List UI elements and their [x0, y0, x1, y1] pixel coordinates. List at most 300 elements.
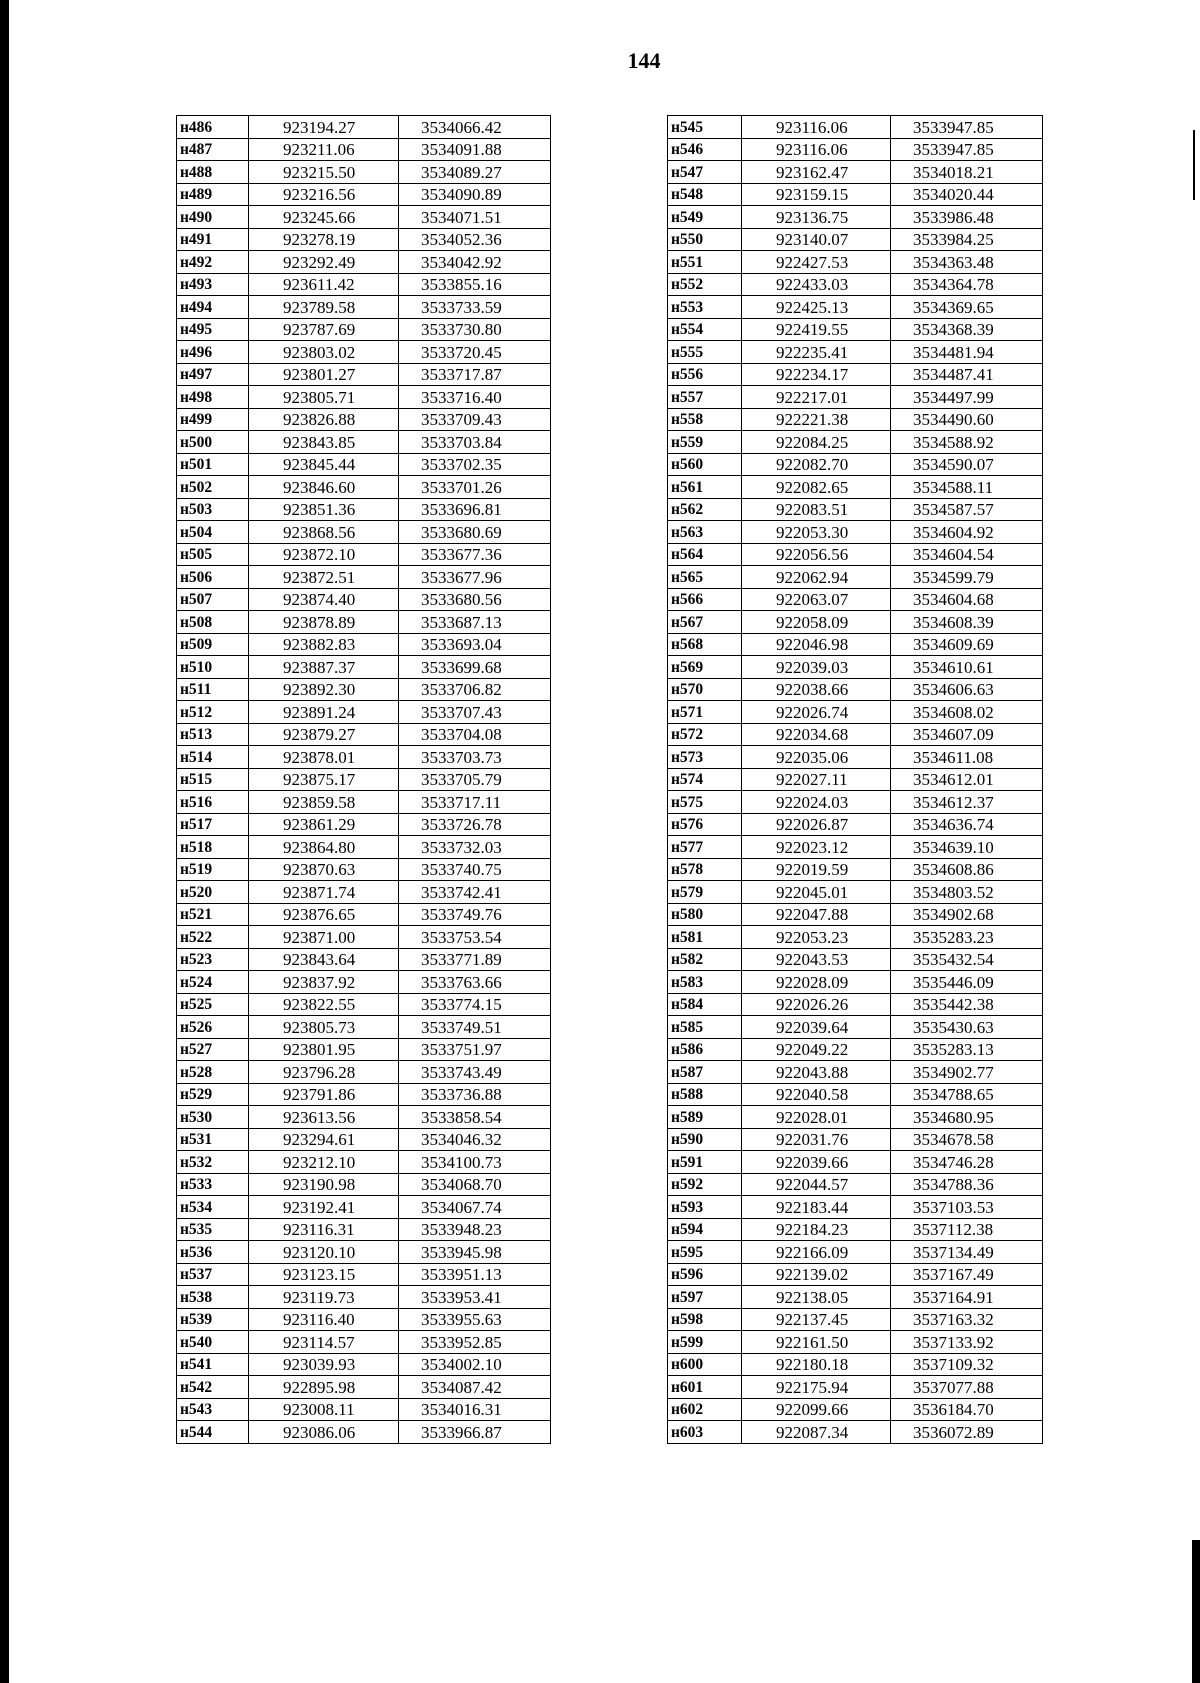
table-row	[177, 791, 551, 814]
point-id-cell: н565	[668, 566, 742, 589]
point-id-cell: н564	[668, 543, 742, 566]
point-id-cell: н576	[668, 813, 742, 836]
point-id-cell: н504	[177, 521, 249, 544]
x-coordinate-cell: 923162.47	[742, 161, 891, 184]
x-coordinate-cell: 923039.93	[249, 1353, 399, 1376]
coordinates-table-left	[176, 115, 551, 1444]
table-row	[668, 1308, 1043, 1331]
y-coordinate-cell: 3533952.85	[399, 1331, 551, 1354]
y-coordinate-cell: 3533733.59	[399, 296, 551, 319]
y-coordinate-cell: 3534607.09	[891, 723, 1043, 746]
x-coordinate-cell: 923803.02	[249, 341, 399, 364]
y-coordinate-cell: 3533702.35	[399, 453, 551, 476]
point-id-cell: н554	[668, 318, 742, 341]
x-coordinate-cell: 923796.28	[249, 1061, 399, 1084]
table-row	[177, 566, 551, 589]
table-row	[177, 1376, 551, 1399]
point-id-cell: н586	[668, 1038, 742, 1061]
table-row	[177, 386, 551, 409]
x-coordinate-cell: 923861.29	[249, 813, 399, 836]
point-id-cell: н519	[177, 858, 249, 881]
table-row	[668, 453, 1043, 476]
y-coordinate-cell: 3533706.82	[399, 678, 551, 701]
point-id-cell: н580	[668, 903, 742, 926]
y-coordinate-cell: 3534608.39	[891, 611, 1043, 634]
x-coordinate-cell: 922043.88	[742, 1061, 891, 1084]
table-row	[668, 723, 1043, 746]
x-coordinate-cell: 923878.01	[249, 746, 399, 769]
x-coordinate-cell: 922019.59	[742, 858, 891, 881]
y-coordinate-cell: 3534608.02	[891, 701, 1043, 724]
y-coordinate-cell: 3534612.01	[891, 768, 1043, 791]
point-id-cell: н571	[668, 701, 742, 724]
x-coordinate-cell: 922433.03	[742, 273, 891, 296]
point-id-cell: н514	[177, 746, 249, 769]
point-id-cell: н496	[177, 341, 249, 364]
y-coordinate-cell: 3534608.86	[891, 858, 1043, 881]
point-id-cell: н508	[177, 611, 249, 634]
point-id-cell: н530	[177, 1106, 249, 1129]
table-row	[668, 1398, 1043, 1421]
point-id-cell: н558	[668, 408, 742, 431]
point-id-cell: н553	[668, 296, 742, 319]
table-row	[668, 1016, 1043, 1039]
x-coordinate-cell: 922082.65	[742, 476, 891, 499]
point-id-cell: н563	[668, 521, 742, 544]
table-row	[177, 993, 551, 1016]
point-id-cell: н560	[668, 453, 742, 476]
y-coordinate-cell: 3533740.75	[399, 858, 551, 881]
y-coordinate-cell: 3533693.04	[399, 633, 551, 656]
table-row	[177, 206, 551, 229]
point-id-cell: н559	[668, 431, 742, 454]
x-coordinate-cell: 922083.51	[742, 498, 891, 521]
x-coordinate-cell: 922221.38	[742, 408, 891, 431]
x-coordinate-cell: 922024.03	[742, 791, 891, 814]
y-coordinate-cell: 3535446.09	[891, 971, 1043, 994]
point-id-cell: н584	[668, 993, 742, 1016]
table-row	[668, 611, 1043, 634]
x-coordinate-cell: 923801.95	[249, 1038, 399, 1061]
table-row	[668, 1421, 1043, 1444]
point-id-cell: н529	[177, 1083, 249, 1106]
table-row	[668, 656, 1043, 679]
table-row	[177, 1038, 551, 1061]
x-coordinate-cell: 923876.65	[249, 903, 399, 926]
y-coordinate-cell: 3533677.36	[399, 543, 551, 566]
y-coordinate-cell: 3534089.27	[399, 161, 551, 184]
point-id-cell: н531	[177, 1128, 249, 1151]
table-row	[668, 1038, 1043, 1061]
y-coordinate-cell: 3534066.42	[399, 116, 551, 139]
table-row	[668, 678, 1043, 701]
table-row	[668, 746, 1043, 769]
table-row	[668, 881, 1043, 904]
x-coordinate-cell: 923278.19	[249, 228, 399, 251]
table-row	[177, 273, 551, 296]
x-coordinate-cell: 922137.45	[742, 1308, 891, 1331]
table-row	[177, 1353, 551, 1376]
point-id-cell: н511	[177, 678, 249, 701]
table-row	[668, 948, 1043, 971]
y-coordinate-cell: 3534067.74	[399, 1196, 551, 1219]
x-coordinate-cell: 923791.86	[249, 1083, 399, 1106]
point-id-cell: н548	[668, 183, 742, 206]
table-row	[177, 813, 551, 836]
x-coordinate-cell: 923851.36	[249, 498, 399, 521]
table-row	[668, 971, 1043, 994]
y-coordinate-cell: 3534680.95	[891, 1106, 1043, 1129]
x-coordinate-cell: 922026.74	[742, 701, 891, 724]
y-coordinate-cell: 3533705.79	[399, 768, 551, 791]
x-coordinate-cell: 923116.31	[249, 1218, 399, 1241]
y-coordinate-cell: 3534091.88	[399, 138, 551, 161]
point-id-cell: н544	[177, 1421, 249, 1444]
table-row	[177, 1421, 551, 1444]
y-coordinate-cell: 3533955.63	[399, 1308, 551, 1331]
table-row	[668, 791, 1043, 814]
table-row	[668, 341, 1043, 364]
y-coordinate-cell: 3537109.32	[891, 1353, 1043, 1376]
table-row	[177, 116, 551, 139]
y-coordinate-cell: 3533749.76	[399, 903, 551, 926]
point-id-cell: н570	[668, 678, 742, 701]
table-row	[177, 1128, 551, 1151]
table-row	[177, 1083, 551, 1106]
point-id-cell: н521	[177, 903, 249, 926]
x-coordinate-cell: 922028.01	[742, 1106, 891, 1129]
y-coordinate-cell: 3534068.70	[399, 1173, 551, 1196]
x-coordinate-cell: 922184.23	[742, 1218, 891, 1241]
x-coordinate-cell: 922035.06	[742, 746, 891, 769]
x-coordinate-cell: 923294.61	[249, 1128, 399, 1151]
table-row	[668, 408, 1043, 431]
point-id-cell: н595	[668, 1241, 742, 1264]
point-id-cell: н566	[668, 588, 742, 611]
y-coordinate-cell: 3533743.49	[399, 1061, 551, 1084]
table-row	[177, 408, 551, 431]
x-coordinate-cell: 922063.07	[742, 588, 891, 611]
y-coordinate-cell: 3534071.51	[399, 206, 551, 229]
point-id-cell: н522	[177, 926, 249, 949]
point-id-cell: н540	[177, 1331, 249, 1354]
point-id-cell: н542	[177, 1376, 249, 1399]
y-coordinate-cell: 3533680.69	[399, 521, 551, 544]
point-id-cell: н561	[668, 476, 742, 499]
y-coordinate-cell: 3533947.85	[891, 138, 1043, 161]
point-id-cell: н515	[177, 768, 249, 791]
y-coordinate-cell: 3533966.87	[399, 1421, 551, 1444]
point-id-cell: н527	[177, 1038, 249, 1061]
point-id-cell: н502	[177, 476, 249, 499]
table-row	[177, 1173, 551, 1196]
table-row	[177, 521, 551, 544]
point-id-cell: н503	[177, 498, 249, 521]
table-row	[668, 993, 1043, 1016]
y-coordinate-cell: 3533984.25	[891, 228, 1043, 251]
point-id-cell: н582	[668, 948, 742, 971]
x-coordinate-cell: 923114.57	[249, 1331, 399, 1354]
table-row	[177, 161, 551, 184]
point-id-cell: н550	[668, 228, 742, 251]
point-id-cell: н547	[668, 161, 742, 184]
x-coordinate-cell: 923875.17	[249, 768, 399, 791]
x-coordinate-cell: 923878.89	[249, 611, 399, 634]
y-coordinate-cell: 3533709.43	[399, 408, 551, 431]
table-row	[668, 926, 1043, 949]
x-coordinate-cell: 923822.55	[249, 993, 399, 1016]
table-row	[668, 1263, 1043, 1286]
x-coordinate-cell: 923882.83	[249, 633, 399, 656]
table-row	[668, 768, 1043, 791]
x-coordinate-cell: 923872.10	[249, 543, 399, 566]
table-row	[668, 521, 1043, 544]
table-row	[668, 1128, 1043, 1151]
table-row	[177, 588, 551, 611]
table-row	[177, 453, 551, 476]
x-coordinate-cell: 922175.94	[742, 1376, 891, 1399]
point-id-cell: н507	[177, 588, 249, 611]
y-coordinate-cell: 3533948.23	[399, 1218, 551, 1241]
x-coordinate-cell: 923846.60	[249, 476, 399, 499]
table-row	[177, 228, 551, 251]
y-coordinate-cell: 3533707.43	[399, 701, 551, 724]
table-row	[668, 1196, 1043, 1219]
y-coordinate-cell: 3533703.84	[399, 431, 551, 454]
x-coordinate-cell: 923789.58	[249, 296, 399, 319]
table-row	[177, 138, 551, 161]
point-id-cell: н597	[668, 1286, 742, 1309]
point-id-cell: н501	[177, 453, 249, 476]
y-coordinate-cell: 3534902.68	[891, 903, 1043, 926]
table-row	[668, 498, 1043, 521]
x-coordinate-cell: 923874.40	[249, 588, 399, 611]
y-coordinate-cell: 3534042.92	[399, 251, 551, 274]
x-coordinate-cell: 923215.50	[249, 161, 399, 184]
y-coordinate-cell: 3534090.89	[399, 183, 551, 206]
x-coordinate-cell: 922031.76	[742, 1128, 891, 1151]
table-row	[177, 858, 551, 881]
point-id-cell: н581	[668, 926, 742, 949]
y-coordinate-cell: 3534610.61	[891, 656, 1043, 679]
point-id-cell: н516	[177, 791, 249, 814]
x-coordinate-cell: 923211.06	[249, 138, 399, 161]
y-coordinate-cell: 3534606.63	[891, 678, 1043, 701]
y-coordinate-cell: 3533703.73	[399, 746, 551, 769]
y-coordinate-cell: 3534481.94	[891, 341, 1043, 364]
x-coordinate-cell: 923871.00	[249, 926, 399, 949]
point-id-cell: н488	[177, 161, 249, 184]
y-coordinate-cell: 3535432.54	[891, 948, 1043, 971]
x-coordinate-cell: 923891.24	[249, 701, 399, 724]
y-coordinate-cell: 3533726.78	[399, 813, 551, 836]
point-id-cell: н534	[177, 1196, 249, 1219]
x-coordinate-cell: 923611.42	[249, 273, 399, 296]
x-coordinate-cell: 922044.57	[742, 1173, 891, 1196]
y-coordinate-cell: 3534497.99	[891, 386, 1043, 409]
point-id-cell: н555	[668, 341, 742, 364]
point-id-cell: н593	[668, 1196, 742, 1219]
x-coordinate-cell: 923859.58	[249, 791, 399, 814]
y-coordinate-cell: 3534587.57	[891, 498, 1043, 521]
point-id-cell: н491	[177, 228, 249, 251]
point-id-cell: н562	[668, 498, 742, 521]
point-id-cell: н552	[668, 273, 742, 296]
y-coordinate-cell: 3533717.11	[399, 791, 551, 814]
y-coordinate-cell: 3533696.81	[399, 498, 551, 521]
y-coordinate-cell: 3534609.69	[891, 633, 1043, 656]
y-coordinate-cell: 3537163.32	[891, 1308, 1043, 1331]
point-id-cell: н495	[177, 318, 249, 341]
point-id-cell: н590	[668, 1128, 742, 1151]
y-coordinate-cell: 3533716.40	[399, 386, 551, 409]
x-coordinate-cell: 923843.64	[249, 948, 399, 971]
table-row	[177, 1106, 551, 1129]
table-row	[668, 1241, 1043, 1264]
x-coordinate-cell: 922139.02	[742, 1263, 891, 1286]
y-coordinate-cell: 3533736.88	[399, 1083, 551, 1106]
x-coordinate-cell: 922058.09	[742, 611, 891, 634]
x-coordinate-cell: 922053.23	[742, 926, 891, 949]
x-coordinate-cell: 922026.87	[742, 813, 891, 836]
point-id-cell: н497	[177, 363, 249, 386]
table-row	[177, 678, 551, 701]
y-coordinate-cell: 3537077.88	[891, 1376, 1043, 1399]
x-coordinate-cell: 923887.37	[249, 656, 399, 679]
table-row	[177, 1016, 551, 1039]
y-coordinate-cell: 3534639.10	[891, 836, 1043, 859]
x-coordinate-cell: 922166.09	[742, 1241, 891, 1264]
x-coordinate-cell: 923892.30	[249, 678, 399, 701]
y-coordinate-cell: 3533945.98	[399, 1241, 551, 1264]
point-id-cell: н489	[177, 183, 249, 206]
y-coordinate-cell: 3537133.92	[891, 1331, 1043, 1354]
table-row	[177, 723, 551, 746]
point-id-cell: н494	[177, 296, 249, 319]
x-coordinate-cell: 922027.11	[742, 768, 891, 791]
table-row	[177, 431, 551, 454]
x-coordinate-cell: 922084.25	[742, 431, 891, 454]
scan-edge-right	[1192, 1540, 1200, 1683]
y-coordinate-cell: 3534636.74	[891, 813, 1043, 836]
x-coordinate-cell: 923116.06	[742, 138, 891, 161]
table-row	[177, 1241, 551, 1264]
x-coordinate-cell: 923190.98	[249, 1173, 399, 1196]
x-coordinate-cell: 922039.66	[742, 1151, 891, 1174]
point-id-cell: н568	[668, 633, 742, 656]
y-coordinate-cell: 3535430.63	[891, 1016, 1043, 1039]
x-coordinate-cell: 923194.27	[249, 116, 399, 139]
y-coordinate-cell: 3533951.13	[399, 1263, 551, 1286]
point-id-cell: н583	[668, 971, 742, 994]
point-id-cell: н578	[668, 858, 742, 881]
point-id-cell: н551	[668, 251, 742, 274]
y-coordinate-cell: 3533680.56	[399, 588, 551, 611]
point-id-cell: н594	[668, 1218, 742, 1241]
point-id-cell: н532	[177, 1151, 249, 1174]
table-row	[177, 318, 551, 341]
y-coordinate-cell: 3533771.89	[399, 948, 551, 971]
table-row	[177, 1398, 551, 1421]
y-coordinate-cell: 3533986.48	[891, 206, 1043, 229]
table-row	[177, 903, 551, 926]
table-row	[668, 543, 1043, 566]
table-row	[177, 296, 551, 319]
x-coordinate-cell: 922087.34	[742, 1421, 891, 1444]
y-coordinate-cell: 3534604.54	[891, 543, 1043, 566]
point-id-cell: н518	[177, 836, 249, 859]
y-coordinate-cell: 3533855.16	[399, 273, 551, 296]
y-coordinate-cell: 3534611.08	[891, 746, 1043, 769]
x-coordinate-cell: 922419.55	[742, 318, 891, 341]
y-coordinate-cell: 3533763.66	[399, 971, 551, 994]
table-row	[668, 836, 1043, 859]
table-row	[177, 1263, 551, 1286]
point-id-cell: н490	[177, 206, 249, 229]
x-coordinate-cell: 922046.98	[742, 633, 891, 656]
table-row	[668, 1083, 1043, 1106]
x-coordinate-cell: 923086.06	[249, 1421, 399, 1444]
y-coordinate-cell: 3533774.15	[399, 993, 551, 1016]
table-row	[177, 926, 551, 949]
point-id-cell: н539	[177, 1308, 249, 1331]
x-coordinate-cell: 923116.06	[742, 116, 891, 139]
table-row	[177, 611, 551, 634]
x-coordinate-cell: 923879.27	[249, 723, 399, 746]
table-row	[668, 1331, 1043, 1354]
table-row	[668, 1061, 1043, 1084]
point-id-cell: н589	[668, 1106, 742, 1129]
y-coordinate-cell: 3534046.32	[399, 1128, 551, 1151]
point-id-cell: н573	[668, 746, 742, 769]
table-row	[177, 476, 551, 499]
point-id-cell: н512	[177, 701, 249, 724]
y-coordinate-cell: 3534604.68	[891, 588, 1043, 611]
point-id-cell: н486	[177, 116, 249, 139]
point-id-cell: н567	[668, 611, 742, 634]
x-coordinate-cell: 922895.98	[249, 1376, 399, 1399]
point-id-cell: н545	[668, 116, 742, 139]
y-coordinate-cell: 3533742.41	[399, 881, 551, 904]
y-coordinate-cell: 3534490.60	[891, 408, 1043, 431]
point-id-cell: н528	[177, 1061, 249, 1084]
table-row	[668, 858, 1043, 881]
y-coordinate-cell: 3534590.07	[891, 453, 1043, 476]
x-coordinate-cell: 922235.41	[742, 341, 891, 364]
y-coordinate-cell: 3534020.44	[891, 183, 1043, 206]
y-coordinate-cell: 3533753.54	[399, 926, 551, 949]
x-coordinate-cell: 922427.53	[742, 251, 891, 274]
x-coordinate-cell: 923140.07	[742, 228, 891, 251]
x-coordinate-cell: 922034.68	[742, 723, 891, 746]
y-coordinate-cell: 3534087.42	[399, 1376, 551, 1399]
point-id-cell: н543	[177, 1398, 249, 1421]
x-coordinate-cell: 923872.51	[249, 566, 399, 589]
table-row	[668, 633, 1043, 656]
y-coordinate-cell: 3533717.87	[399, 363, 551, 386]
x-coordinate-cell: 923292.49	[249, 251, 399, 274]
x-coordinate-cell: 922234.17	[742, 363, 891, 386]
point-id-cell: н533	[177, 1173, 249, 1196]
table-row	[177, 656, 551, 679]
table-row	[668, 161, 1043, 184]
x-coordinate-cell: 922039.64	[742, 1016, 891, 1039]
y-coordinate-cell: 3534363.48	[891, 251, 1043, 274]
table-row	[177, 701, 551, 724]
x-coordinate-cell: 922056.56	[742, 543, 891, 566]
x-coordinate-cell: 923805.71	[249, 386, 399, 409]
table-row	[668, 476, 1043, 499]
